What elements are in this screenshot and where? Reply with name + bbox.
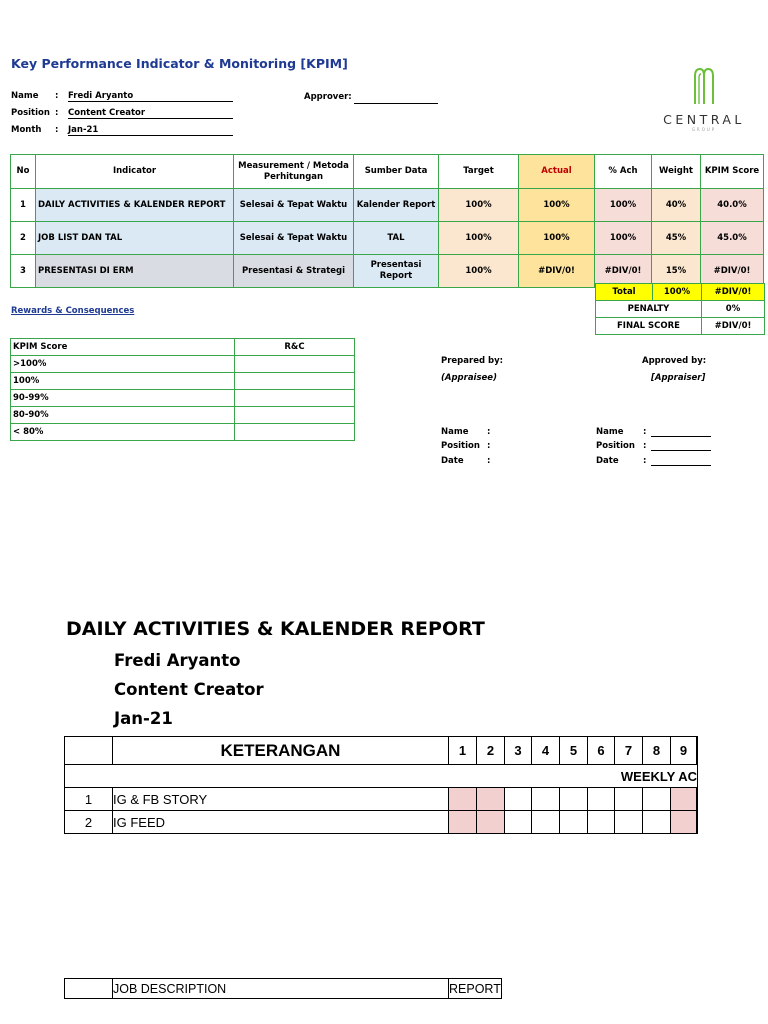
- day-cell[interactable]: [560, 811, 588, 834]
- kpi-totals: [595, 283, 765, 335]
- job-description-table: [64, 978, 502, 999]
- daily-activity-table: [64, 736, 698, 834]
- appraisee-label: [441, 373, 497, 383]
- rewards-header-row: [11, 339, 355, 356]
- daily-employee-name: Fredi Aryanto: [114, 651, 241, 670]
- rewards-score: 100%: [11, 373, 235, 390]
- row-measurement: Presentasi & Strategi: [234, 255, 354, 288]
- row-target: 100%: [439, 189, 519, 222]
- row-score: #DIV/0!: [701, 255, 764, 288]
- col-score: KPIM Score: [701, 155, 764, 189]
- day-header: 4: [532, 737, 560, 765]
- month-sep: :: [55, 125, 59, 135]
- daily-title: DAILY ACTIVITIES & KALENDER REPORT: [66, 618, 485, 640]
- rewards-row: [11, 356, 355, 373]
- page-title: Key Performance Indicator & Monitoring [KPIM]: [11, 56, 348, 71]
- position-sep: :: [55, 108, 59, 118]
- row-target: 100%: [439, 222, 519, 255]
- job-description-label: JOB DESCRIPTION: [113, 979, 449, 999]
- day-header: 5: [560, 737, 588, 765]
- total-label: Total: [596, 284, 653, 301]
- weekly-row: [65, 765, 698, 788]
- appr-date-label: Date: [596, 456, 619, 466]
- row-measurement: Selesai & Tepat Waktu: [234, 189, 354, 222]
- row-source: Presentasi Report: [354, 255, 439, 288]
- appraiser-label: [651, 373, 705, 383]
- rewards-row: [11, 390, 355, 407]
- prep-position-label: Position: [441, 441, 480, 451]
- row-score: 45.0%: [701, 222, 764, 255]
- month-label: Month: [11, 125, 42, 135]
- col-ach: % Ach: [595, 155, 652, 189]
- final-score-value: #DIV/0!: [702, 318, 765, 335]
- appr-date-line: [651, 457, 711, 466]
- rewards-rc: [235, 373, 355, 390]
- name-value: Fredi Aryanto: [68, 91, 233, 102]
- approver-line: [354, 92, 438, 104]
- row-measurement: Selesai & Tepat Waktu: [234, 222, 354, 255]
- appr-name-label: Name: [596, 427, 624, 437]
- position-label: Position: [11, 108, 50, 118]
- logo-wordmark: CENTRAL: [663, 112, 745, 127]
- position-value: Content Creator: [68, 108, 233, 119]
- day-cell-overflow: [697, 811, 698, 834]
- activity-label: IG FEED: [113, 811, 449, 834]
- row-actual: 100%: [519, 189, 595, 222]
- rewards-score: < 80%: [11, 424, 235, 441]
- rewards-row: [11, 407, 355, 424]
- name-sep: :: [55, 91, 59, 101]
- daily-header-no: [65, 737, 113, 765]
- day-cell[interactable]: [588, 811, 615, 834]
- row-weight: 45%: [652, 222, 701, 255]
- day-cell[interactable]: [560, 788, 588, 811]
- day-header: 7: [615, 737, 643, 765]
- rewards-score: >100%: [11, 356, 235, 373]
- employee-name-row: [11, 91, 241, 103]
- rewards-col-score: KPIM Score: [11, 339, 235, 356]
- approver-label: Approver:: [304, 92, 352, 102]
- appr-position-label: Position: [596, 441, 635, 451]
- jd-no: [65, 979, 113, 999]
- approved-by-label: Approved by:: [642, 356, 707, 366]
- row-indicator: PRESENTASI DI ERM: [36, 255, 234, 288]
- row-source: TAL: [354, 222, 439, 255]
- day-cell[interactable]: [477, 788, 505, 811]
- row-weight: 15%: [652, 255, 701, 288]
- activity-no: 2: [65, 811, 113, 834]
- col-measurement: Measurement / Metoda Perhitungan: [234, 155, 354, 189]
- day-cell[interactable]: [671, 788, 697, 811]
- appraisee-text: (Appraisee): [441, 373, 497, 383]
- day-header: 2: [477, 737, 505, 765]
- report-label: REPORT: [449, 979, 502, 999]
- appr-date-sep: :: [643, 456, 647, 466]
- activity-row: [65, 811, 698, 834]
- prep-name-sep: :: [487, 427, 491, 437]
- kpi-header-row: [11, 155, 764, 189]
- activity-no: 1: [65, 788, 113, 811]
- row-source: Kalender Report: [354, 189, 439, 222]
- row-no: 2: [11, 222, 36, 255]
- row-weight: 40%: [652, 189, 701, 222]
- prep-position-sep: :: [487, 441, 491, 451]
- rewards-table: [10, 338, 355, 441]
- employee-position-row: [11, 108, 241, 120]
- prep-date-label: Date: [441, 456, 464, 466]
- day-header: 1: [449, 737, 477, 765]
- keterangan-header: KETERANGAN: [113, 737, 449, 765]
- day-header: 8: [643, 737, 671, 765]
- appr-name-sep: :: [643, 427, 647, 437]
- col-no: No: [11, 155, 36, 189]
- row-target: 100%: [439, 255, 519, 288]
- activity-label: IG & FB STORY: [113, 788, 449, 811]
- day-cell[interactable]: [532, 788, 560, 811]
- day-cell-overflow: [697, 788, 698, 811]
- appraiser-text: [Appraiser]: [651, 373, 706, 383]
- appr-position-line: [651, 442, 711, 451]
- day-cell[interactable]: [615, 788, 643, 811]
- kpi-table: [10, 154, 764, 288]
- col-source: Sumber Data: [354, 155, 439, 189]
- name-label: Name: [11, 91, 39, 101]
- rewards-score: 90-99%: [11, 390, 235, 407]
- day-cell[interactable]: [615, 811, 643, 834]
- prepared-by-label: Prepared by:: [441, 356, 504, 366]
- row-no: 1: [11, 189, 36, 222]
- approver-row: [304, 92, 444, 104]
- row-ach: 100%: [595, 189, 652, 222]
- penalty-row: [596, 301, 765, 318]
- total-row: [596, 284, 765, 301]
- central-logo-icon: [692, 66, 716, 106]
- penalty-label: PENALTY: [596, 301, 702, 318]
- rewards-title: Rewards & Consequences: [11, 306, 135, 316]
- row-no: 3: [11, 255, 36, 288]
- row-indicator: DAILY ACTIVITIES & KALENDER REPORT: [36, 189, 234, 222]
- rewards-rc: [235, 390, 355, 407]
- col-target: Target: [439, 155, 519, 189]
- col-indicator: Indicator: [36, 155, 234, 189]
- penalty-value: 0%: [702, 301, 765, 318]
- rewards-score: 80-90%: [11, 407, 235, 424]
- kpi-row: [11, 222, 764, 255]
- logo-subtext: GROUP: [691, 127, 717, 132]
- prep-name-label: Name: [441, 427, 469, 437]
- col-weight: Weight: [652, 155, 701, 189]
- day-cell[interactable]: [588, 788, 615, 811]
- row-actual: 100%: [519, 222, 595, 255]
- row-score: 40.0%: [701, 189, 764, 222]
- row-indicator: JOB LIST DAN TAL: [36, 222, 234, 255]
- month-value: Jan-21: [68, 125, 233, 136]
- daily-month: Jan-21: [114, 709, 173, 728]
- row-ach: #DIV/0!: [595, 255, 652, 288]
- rewards-col-rc: R&C: [235, 339, 355, 356]
- total-weight: 100%: [653, 284, 702, 301]
- daily-header-row: [65, 737, 698, 765]
- total-score: #DIV/0!: [702, 284, 765, 301]
- appr-name-line: [651, 428, 711, 437]
- col-actual: Actual: [519, 155, 595, 189]
- row-ach: 100%: [595, 222, 652, 255]
- rewards-row: [11, 373, 355, 390]
- final-score-label: FINAL SCORE: [596, 318, 702, 335]
- weekly-label: WEEKLY AC: [65, 765, 698, 788]
- activity-row: [65, 788, 698, 811]
- rewards-row: [11, 424, 355, 441]
- day-cell[interactable]: [449, 788, 477, 811]
- job-description-row: [65, 979, 502, 999]
- rewards-rc: [235, 407, 355, 424]
- day-header-overflow: [697, 737, 698, 765]
- day-cell[interactable]: [477, 811, 505, 834]
- final-score-row: [596, 318, 765, 335]
- central-group-logo: [656, 66, 752, 132]
- day-header: 3: [505, 737, 532, 765]
- day-cell[interactable]: [643, 788, 671, 811]
- day-header: 9: [671, 737, 697, 765]
- appr-position-sep: :: [643, 441, 647, 451]
- employee-month-row: [11, 125, 241, 137]
- day-header: 6: [588, 737, 615, 765]
- day-cell[interactable]: [532, 811, 560, 834]
- day-cell[interactable]: [505, 788, 532, 811]
- rewards-rc: [235, 356, 355, 373]
- row-actual: #DIV/0!: [519, 255, 595, 288]
- day-cell[interactable]: [671, 811, 697, 834]
- day-cell[interactable]: [505, 811, 532, 834]
- prep-date-sep: :: [487, 456, 491, 466]
- daily-employee-position: Content Creator: [114, 680, 264, 699]
- rewards-rc: [235, 424, 355, 441]
- kpi-row: [11, 189, 764, 222]
- day-cell[interactable]: [449, 811, 477, 834]
- day-cell[interactable]: [643, 811, 671, 834]
